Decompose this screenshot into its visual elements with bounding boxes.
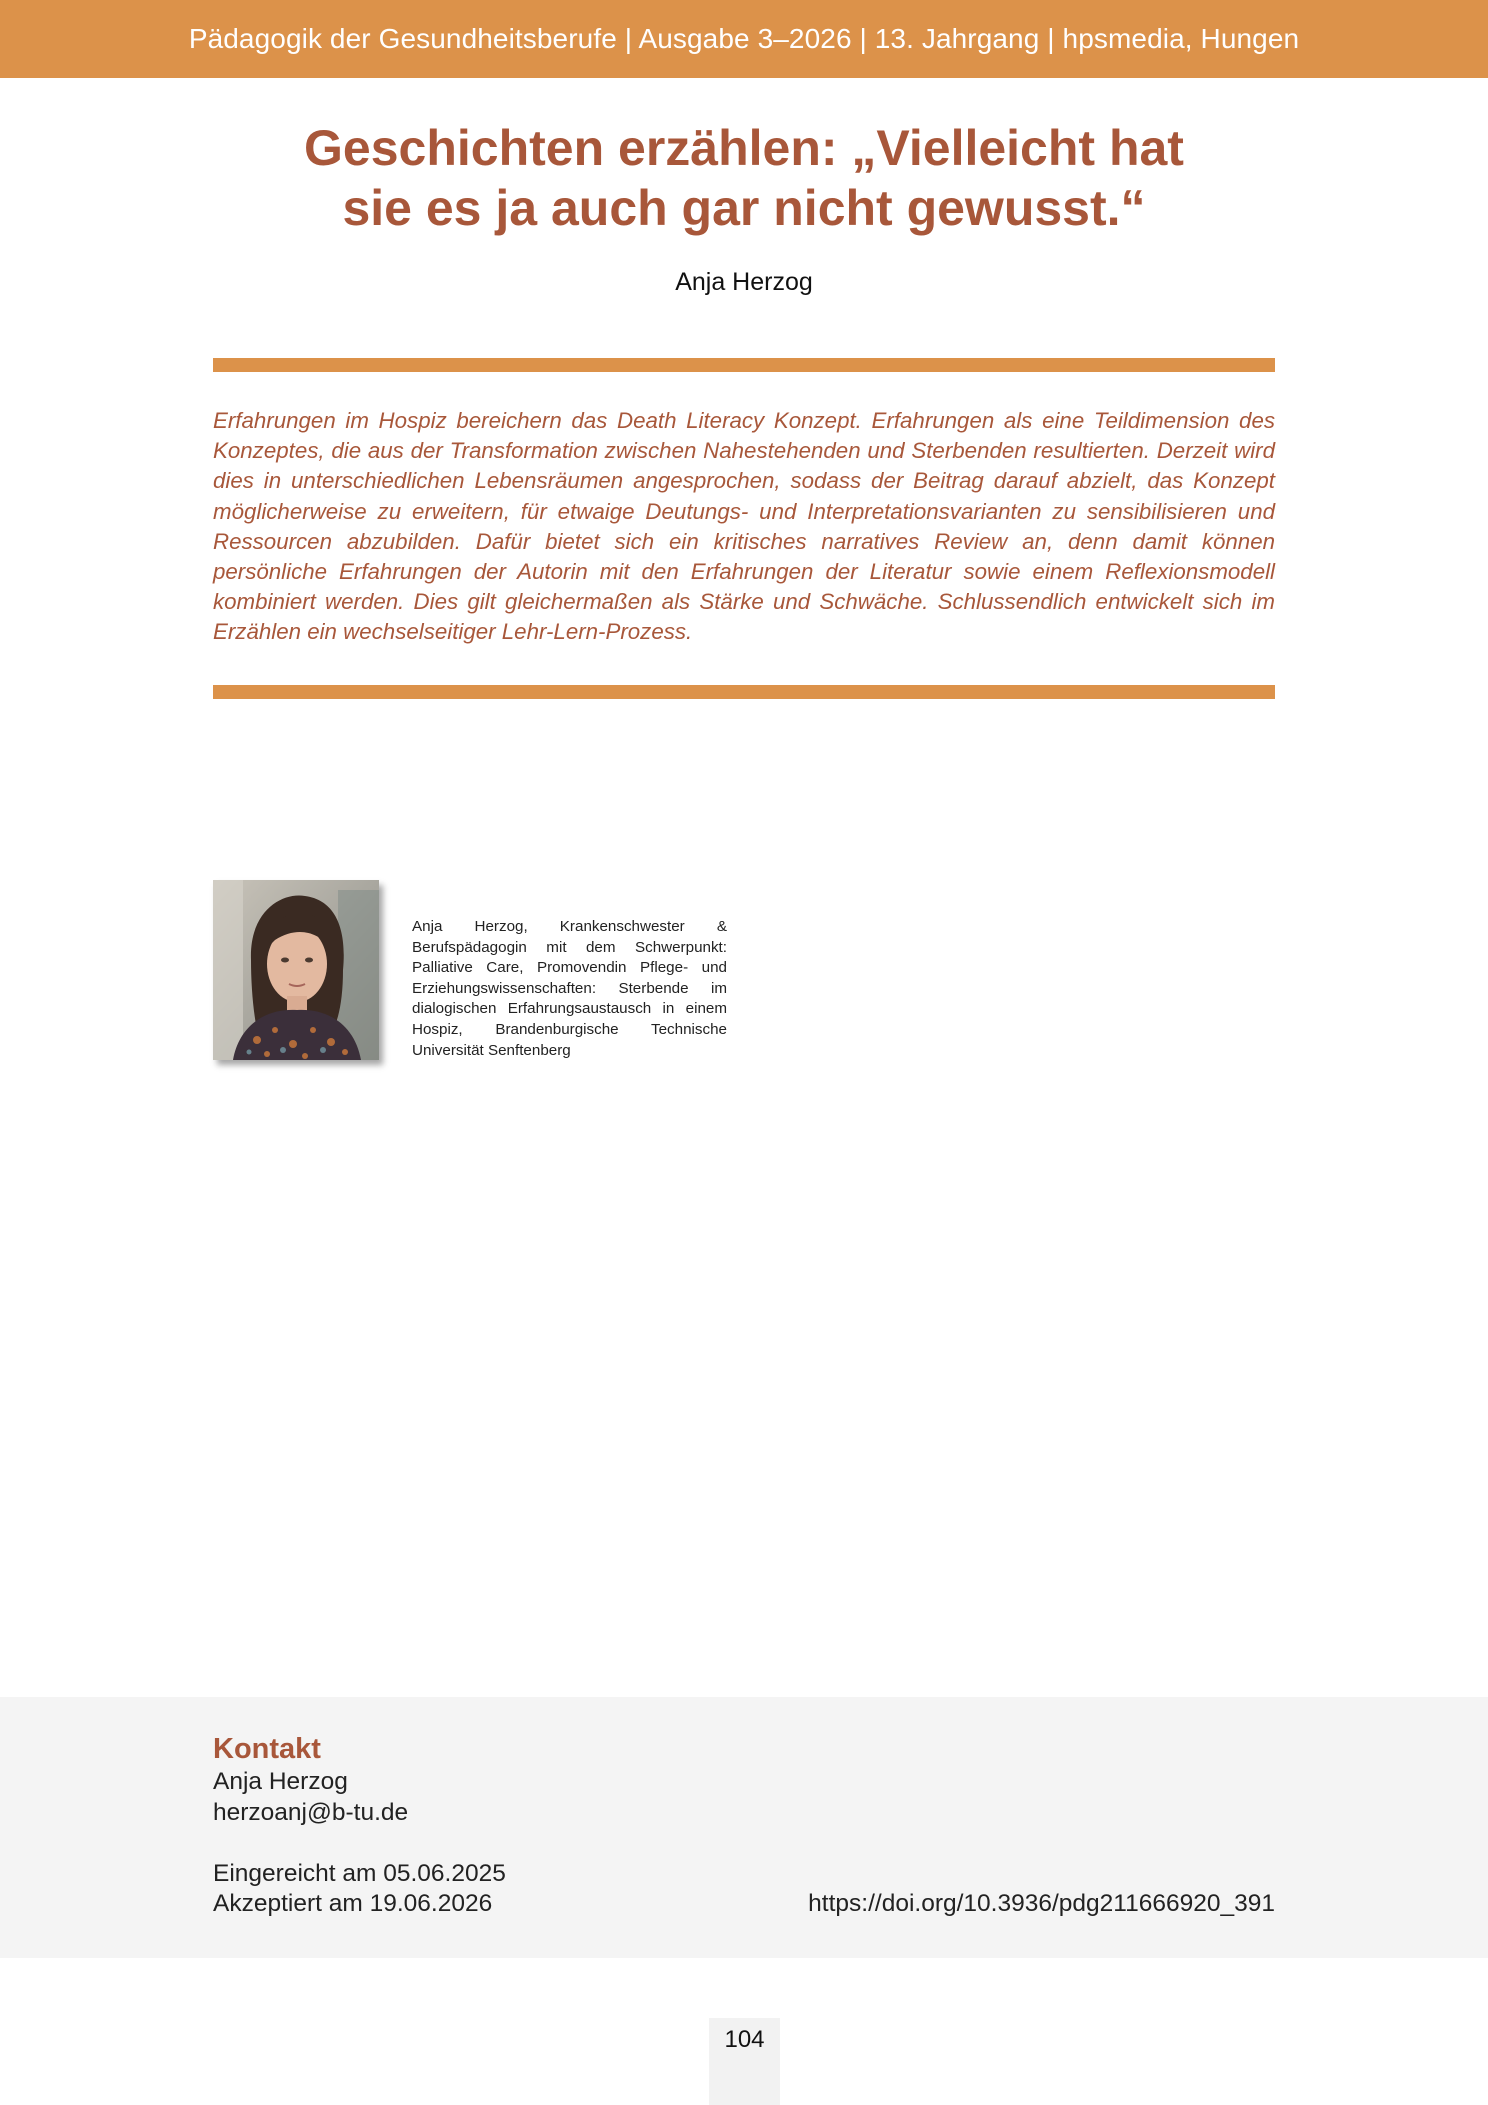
bottom-divider bbox=[213, 685, 1275, 699]
journal-header-text: Pädagogik der Gesundheitsberufe | Ausgabe 3–2026 | 13. Jahrgang | hpsmedia, Hungen bbox=[188, 23, 1300, 54]
doi-link[interactable]: https://doi.org/10.3936/pdg211666920_391 bbox=[808, 1890, 1275, 1917]
author-photo bbox=[213, 880, 379, 1060]
article-title-line-2: sie es ja auch gar nicht gewusst.“ bbox=[342, 180, 1146, 236]
accepted-date: Akzeptiert am 19.06.2026 bbox=[213, 1890, 493, 1917]
author-bio: Anja Herzog, Krankenschwester & Berufspädagogin mit dem Schwerpunkt: Palliative Care, Promovendin Pflege- und Erziehungswissenschaften: Sterbende im dialogischen Erfahrungsaustausch in einem Hospiz, Brandenburgische Technische Universität Senftenberg bbox=[412, 918, 727, 1059]
page-number: 104 bbox=[724, 2026, 765, 2053]
journal-header-bar bbox=[0, 0, 1488, 78]
contact-name: Anja Herzog bbox=[213, 1768, 348, 1795]
submitted-date: Eingereicht am 05.06.2025 bbox=[213, 1860, 506, 1887]
article-title bbox=[300, 118, 1188, 238]
article-title-line-1: Geschichten erzählen: „Vielleicht hat bbox=[304, 120, 1184, 176]
contact-email[interactable]: herzoanj@b-tu.de bbox=[213, 1799, 409, 1826]
article-abstract: Erfahrungen im Hospiz bereichern das Death Literacy Konzept. Erfahrungen als eine Teildimension des Konzeptes, die aus der Transformation zwischen Nahestehenden und Sterbenden resultierten. Derzeit wird dies in unterschiedlichen Lebensräumen angesprochen, sodass der Beitrag darauf abzielt, das Konzept möglicherweise zu erweitern, für etwaige Deutungs- und Interpretationsvarianten zu sensibilisieren und Ressourcen abzubilden. Dafür bietet sich ein kritisches narratives Review an, denn damit können persönliche Erfahrungen der Autorin mit den Erfahrungen der Literatur sowie einem Reflexionsmodell kombiniert werden. Dies gilt gleichermaßen als Stärke und Schwäche. Schlussendlich entwickelt sich im Erzählen ein wechselseitiger Lehr-Lern-Prozess. bbox=[213, 408, 1275, 645]
top-divider bbox=[213, 358, 1275, 372]
contact-heading: Kontakt bbox=[213, 1733, 321, 1765]
article-author: Anja Herzog bbox=[675, 268, 813, 296]
